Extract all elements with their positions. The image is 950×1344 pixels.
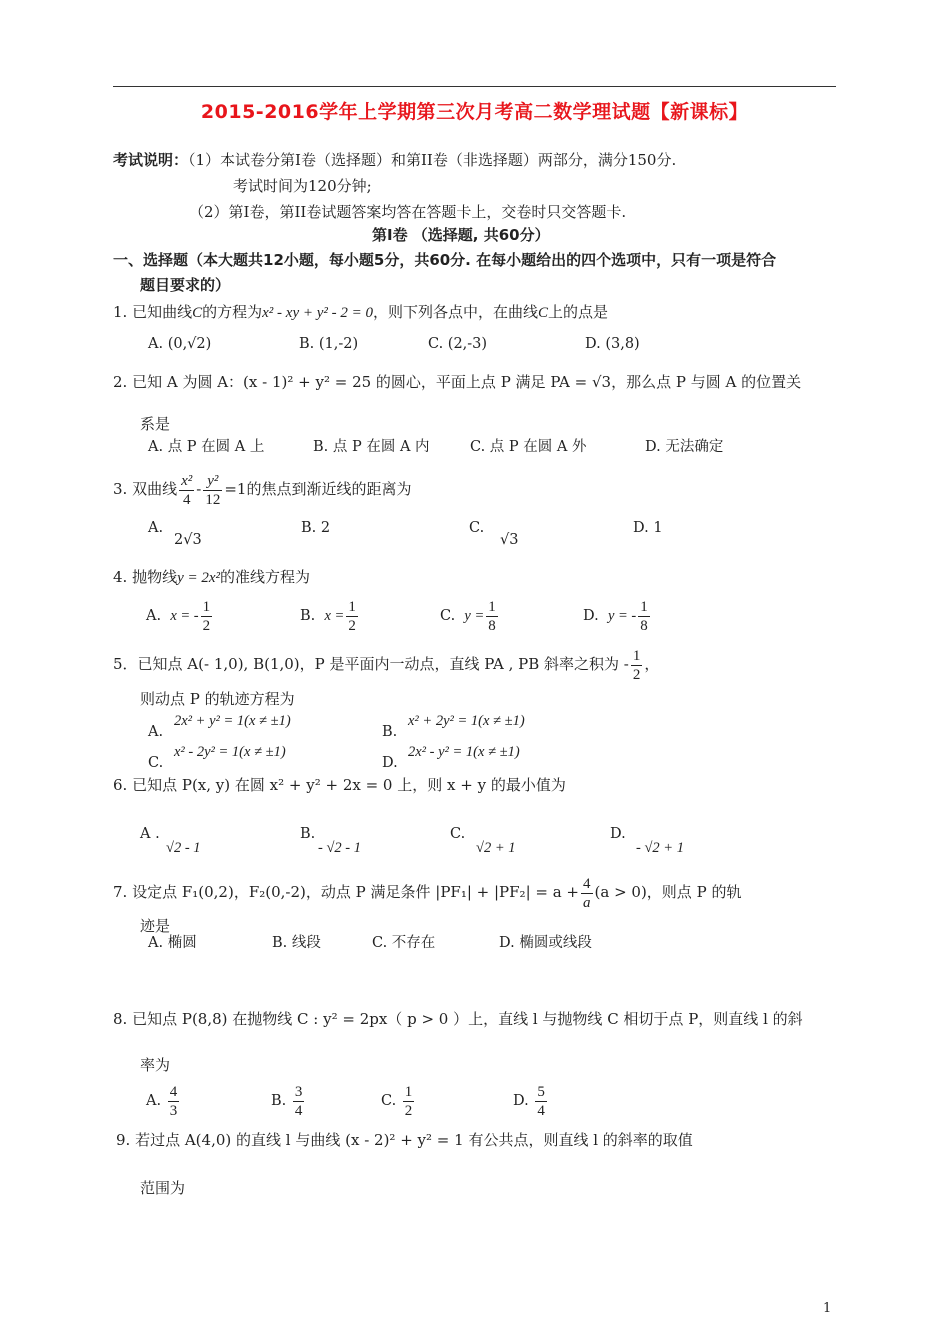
q8-b-den: 4 [294,1102,303,1119]
q8-c-fraction [403,1083,415,1120]
section1-line2: 题目要求的） [140,276,231,294]
q8-a-fraction [168,1083,180,1120]
q3-number: 3. [113,480,128,498]
q4-b-fraction [346,598,358,635]
q8-stem-line1: 8. 已知点 P(8,8) 在抛物线 C : y² = 2px（ p > 0 ）上，直线 l 与抛物线 C 相切于点 P，则直线 l 的斜 [113,1010,803,1028]
q2-option-d: D. 无法确定 [645,439,724,455]
q6-option-c-value: √2 + 1 [476,840,516,856]
q2-stem-line2: 系是 [140,415,171,433]
part1-heading: 第I卷 （选择题, 共60分） [372,226,550,244]
q4-option-b [300,596,360,636]
q4-a-den: 2 [202,617,211,634]
q5-option-c-label: C. [148,755,164,771]
q8-a-den: 3 [169,1102,178,1119]
q3-text-post: =1的焦点到渐近线的距离为 [224,480,412,498]
q4-a-num: 1 [202,598,211,615]
q8-option-d [513,1081,549,1121]
q8-a-num: 4 [169,1083,178,1100]
q8-b-num: 3 [294,1083,303,1100]
q3-fraction-y [203,472,222,509]
q3-option-c-label: C. [469,520,485,536]
q5-option-a-label: A. [148,724,164,740]
q4-text-pre: 抛物线 [132,568,178,586]
header-rule [113,86,836,87]
q4-c-num: 1 [488,598,496,615]
q7-text-post: (a > 0)，则点 P 的轨 [594,883,742,901]
q2-option-a: A. 点 P 在圆 A 上 [148,439,265,455]
q8-d-fraction [535,1083,547,1120]
q4-a-fraction [201,598,213,635]
q4-d-expr: y = - [607,608,637,624]
q1-option-a: A. (0,√2) [148,336,212,352]
q7-frac-num: 4 [583,875,591,892]
q3-option-c-value: √3 [500,532,519,548]
q8-stem-line2: 率为 [140,1056,171,1074]
notes-1a: （1）本试卷分第I卷（选择题）和第II卷（非选择题）两部分，满分150分. [188,151,677,169]
q1-stem [113,302,608,323]
q3-fraction-x [179,472,194,509]
q5-frac-den: 2 [632,666,641,683]
q5-stem-line1 [113,644,659,684]
q8-d-den: 4 [537,1102,545,1119]
q8-b-fraction [293,1083,305,1120]
q8-option-c [381,1081,416,1121]
q4-b-expr: x = [324,608,345,624]
q3-frac1-den: 4 [182,491,191,508]
q7-frac-den: a [583,894,591,911]
q5-fraction [631,647,643,684]
q1-option-d: D. (3,8) [585,336,640,352]
q4-a-expr: x = - [170,608,199,624]
q5-text: 5．已知点 A(- 1,0), B(1,0)，P 是平面内一动点，直线 PA , PB 斜率之积为 - [113,655,629,673]
q8-option-a [146,1081,181,1121]
q4-b-label: B. [300,608,316,624]
q7-option-d: D. 椭圆或线段 [499,935,592,951]
q5-option-d-value: 2x² - y² = 1(x ≠ ±1) [408,744,520,760]
q7-fraction [581,875,593,912]
q5-option-b-value: x² + 2y² = 1(x ≠ ±1) [408,713,525,729]
q4-d-den: 8 [640,617,648,634]
q5-option-d-label: D. [382,755,398,771]
q5-option-c-value: x² - 2y² = 1(x ≠ ±1) [174,744,286,760]
q3-frac2-num: y² [203,472,222,491]
q7-option-b: B. 线段 [272,935,321,951]
q2-stem-line1: 2. 已知 A 为圆 A：(x - 1)² + y² = 25 的圆心，平面上点 P 满足 PA = √3，那么点 P 与圆 A 的位置关 [113,373,802,391]
q8-d-num: 5 [537,1083,545,1100]
q8-c-num: 1 [404,1083,413,1100]
q1-curve-c-2: C [538,305,549,321]
q1-number: 1. [113,303,128,321]
q5-stem-line2: 则动点 P 的轨迹方程为 [140,690,295,708]
q4-d-label: D. [583,608,599,624]
q4-option-d [583,596,652,636]
q6-option-b-label: B. [300,826,316,842]
q1-option-c: C. (2,-3) [428,336,488,352]
q2-option-c: C. 点 P 在圆 A 外 [470,439,587,455]
q1-curve-c: C [192,305,203,321]
q7-stem-line1 [113,872,741,912]
q4-equation: y = 2x² [177,570,221,586]
q6-option-c-label: C. [450,826,466,842]
notes-label: 考试说明： [113,151,189,169]
q4-text-post: 的准线方程为 [220,568,311,586]
q1-text-pre: 已知曲线 [132,303,193,321]
q4-a-label: A. [146,608,162,624]
q8-option-b [271,1081,306,1121]
q6-stem: 6. 已知点 P(x, y) 在圆 x² + y² + 2x = 0 上，则 x + y 的最小值为 [113,776,566,794]
q9-stem-line1: 9. 若过点 A(4,0) 的直线 l 与曲线 (x - 2)² + y² = 1 有公共点，则直线 l 的斜率的取值 [116,1131,693,1149]
notes-1b: 考试时间为120分钟; [233,177,372,195]
q4-c-label: C. [440,608,456,624]
q5-frac-num: 1 [632,647,641,664]
q4-number: 4. [113,568,128,586]
q8-a-label: A. [146,1093,162,1109]
q3-stem [113,470,411,509]
q6-option-d-label: D. [610,826,626,842]
q6-option-a-label: A . [140,826,160,842]
q1-equation: x² - xy + y² - 2 = 0 [262,305,373,321]
page-number: 1 [823,1301,832,1316]
q5-option-a-value: 2x² + y² = 1(x ≠ ±1) [174,713,291,729]
q1-option-b: B. (1,-2) [299,336,359,352]
q4-c-fraction [486,598,498,635]
q6-option-d-value: - √2 + 1 [636,840,684,856]
q3-option-a-value: 2√3 [174,532,202,548]
q3-option-a-label: A. [148,520,164,536]
q4-d-num: 1 [640,598,648,615]
q8-c-label: C. [381,1093,397,1109]
q1-text-post2: 上的点是 [548,303,609,321]
q3-minus: - [196,480,202,498]
q8-b-label: B. [271,1093,287,1109]
q1-text-post: ，则下列各点中，在曲线 [373,303,539,321]
q4-b-num: 1 [348,598,356,615]
q4-c-den: 8 [488,617,496,634]
q7-stem-line2: 迹是 [140,917,171,935]
notes-line-1 [113,150,676,170]
q8-c-den: 2 [404,1102,413,1119]
q3-option-d: D. 1 [633,520,663,536]
q4-option-a [146,596,214,636]
q6-option-a-value: √2 - 1 [166,840,201,856]
exam-title: 2015-2016学年上学期第三次月考高二数学理试题【新课标】 [200,101,749,123]
q3-frac2-den: 12 [205,491,221,508]
section1-line1: 一、选择题（本大题共12小题，每小题5分，共60分. 在每小题给出的四个选项中，只有一项是符合 [113,251,777,269]
q7-text-pre: 7. 设定点 F₁(0,2)，F₂(0,-2)，动点 P 满足条件 |PF₁| + |PF₂| = a + [113,883,580,901]
q9-stem-line2: 范围为 [140,1179,186,1197]
q5-option-b-label: B. [382,724,398,740]
q6-option-b-value: - √2 - 1 [318,840,361,856]
q7-option-c: C. 不存在 [372,935,436,951]
q4-option-c [440,596,500,636]
q4-b-den: 2 [348,617,356,634]
q2-option-b: B. 点 P 在圆 A 内 [313,439,430,455]
notes-2: （2）第I卷，第II卷试题答案均答在答题卡上，交卷时只交答题卡. [189,203,627,221]
q7-option-a: A. 椭圆 [148,935,197,951]
q4-d-fraction [638,598,650,635]
q5-comma: ， [644,655,660,673]
q3-frac1-num: x² [181,472,193,489]
q3-text-pre: 双曲线 [132,480,178,498]
q8-d-label: D. [513,1093,529,1109]
q4-c-expr: y = [464,608,485,624]
q3-option-b: B. 2 [301,520,331,536]
q1-text-mid: 的方程为 [202,303,263,321]
q4-stem [113,567,310,588]
